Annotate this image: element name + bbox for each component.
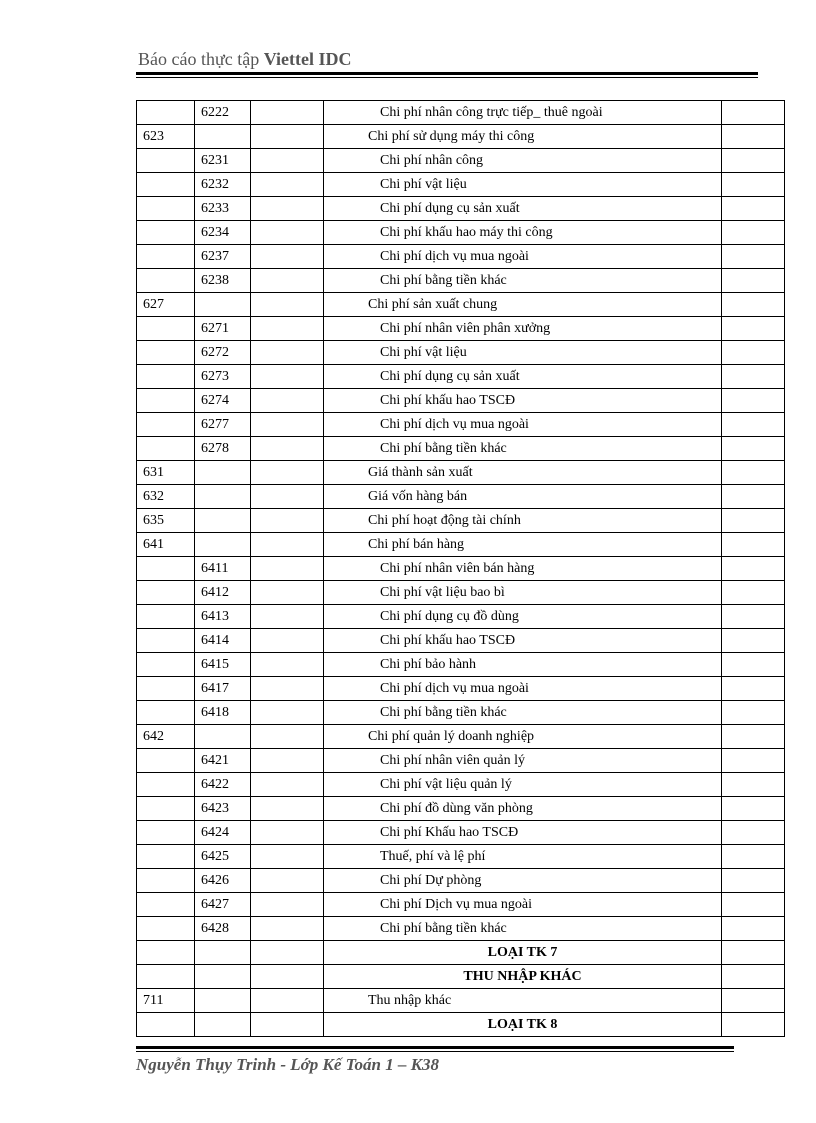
account-name-cell: Chi phí nhân viên bán hàng [324, 557, 722, 581]
account-name-cell: Chi phí nhân viên quản lý [324, 749, 722, 773]
account-level2-cell: 6274 [195, 389, 251, 413]
account-level1-cell [137, 797, 195, 821]
account-level2-cell: 6425 [195, 845, 251, 869]
table-row [137, 749, 785, 773]
account-level3-cell [251, 677, 324, 701]
account-level2-cell: 6426 [195, 869, 251, 893]
account-level3-cell [251, 653, 324, 677]
notes-cell [722, 245, 785, 269]
account-name-cell: Chi phí sử dụng máy thi công [324, 125, 722, 149]
table-row [137, 197, 785, 221]
account-level1-cell: 635 [137, 509, 195, 533]
notes-cell [722, 485, 785, 509]
account-table-body [137, 101, 785, 1037]
notes-cell [722, 509, 785, 533]
account-level3-cell [251, 197, 324, 221]
account-level3-cell [251, 629, 324, 653]
account-name-cell: Chi phí Khấu hao TSCĐ [324, 821, 722, 845]
notes-cell [722, 845, 785, 869]
account-level2-cell: 6412 [195, 581, 251, 605]
account-name-cell: Chi phí vật liệu quản lý [324, 773, 722, 797]
account-level1-cell [137, 917, 195, 941]
notes-cell [722, 365, 785, 389]
account-level2-cell: 6271 [195, 317, 251, 341]
account-level1-cell: 631 [137, 461, 195, 485]
account-name-cell: Chi phí vật liệu bao bì [324, 581, 722, 605]
account-level2-cell [195, 1013, 251, 1037]
notes-cell [722, 605, 785, 629]
table-row [137, 773, 785, 797]
notes-cell [722, 989, 785, 1013]
account-level1-cell [137, 389, 195, 413]
account-name-cell: Chi phí bằng tiền khác [324, 701, 722, 725]
notes-cell [722, 125, 785, 149]
account-name-cell: Chi phí dịch vụ mua ngoài [324, 245, 722, 269]
account-level2-cell: 6237 [195, 245, 251, 269]
table-row [137, 317, 785, 341]
account-level1-cell [137, 221, 195, 245]
account-level1-cell [137, 629, 195, 653]
table-row [137, 725, 785, 749]
account-name-cell: Chi phí nhân công [324, 149, 722, 173]
account-level3-cell [251, 365, 324, 389]
account-name-cell: Chi phí bán hàng [324, 533, 722, 557]
account-level2-cell: 6413 [195, 605, 251, 629]
notes-cell [722, 437, 785, 461]
notes-cell [722, 173, 785, 197]
account-name-cell: Chi phí dịch vụ mua ngoài [324, 413, 722, 437]
account-name-cell: Chi phí nhân viên phân xưởng [324, 317, 722, 341]
account-name-cell: Chi phí khấu hao TSCĐ [324, 389, 722, 413]
table-row [137, 461, 785, 485]
table-row [137, 269, 785, 293]
notes-cell [722, 389, 785, 413]
account-name-cell: Chi phí hoạt động tài chính [324, 509, 722, 533]
table-row [137, 989, 785, 1013]
account-level1-cell [137, 941, 195, 965]
account-level3-cell [251, 845, 324, 869]
account-name-cell: Chi phí vật liệu [324, 173, 722, 197]
account-level2-cell: 6418 [195, 701, 251, 725]
account-level3-cell [251, 989, 324, 1013]
table-row [137, 629, 785, 653]
account-name-cell: Chi phí bảo hành [324, 653, 722, 677]
notes-cell [722, 965, 785, 989]
account-level1-cell [137, 605, 195, 629]
notes-cell [722, 461, 785, 485]
account-level1-cell [137, 557, 195, 581]
table-row [137, 557, 785, 581]
account-level3-cell [251, 725, 324, 749]
footer-rule-thin [136, 1051, 734, 1052]
notes-cell [722, 149, 785, 173]
table-row [137, 245, 785, 269]
account-name-cell: Chi phí dụng cụ đồ dùng [324, 605, 722, 629]
notes-cell [722, 917, 785, 941]
account-level1-cell [137, 173, 195, 197]
account-level3-cell [251, 437, 324, 461]
table-row [137, 941, 785, 965]
account-level1-cell [137, 677, 195, 701]
account-level1-cell [137, 821, 195, 845]
notes-cell [722, 1013, 785, 1037]
account-level2-cell: 6277 [195, 413, 251, 437]
notes-cell [722, 413, 785, 437]
account-level2-cell: 6415 [195, 653, 251, 677]
account-level2-cell: 6417 [195, 677, 251, 701]
account-level1-cell [137, 653, 195, 677]
account-level2-cell: 6273 [195, 365, 251, 389]
account-name-cell: LOẠI TK 7 [324, 941, 722, 965]
notes-cell [722, 653, 785, 677]
notes-cell [722, 869, 785, 893]
table-row [137, 173, 785, 197]
account-name-cell: Chi phí Dự phòng [324, 869, 722, 893]
account-level3-cell [251, 581, 324, 605]
account-level3-cell [251, 413, 324, 437]
table-row [137, 869, 785, 893]
account-name-cell: Chi phí Dịch vụ mua ngoài [324, 893, 722, 917]
table-row [137, 293, 785, 317]
table-row [137, 845, 785, 869]
account-name-cell: Chi phí bằng tiền khác [324, 437, 722, 461]
account-level1-cell [137, 341, 195, 365]
notes-cell [722, 197, 785, 221]
notes-cell [722, 821, 785, 845]
notes-cell [722, 317, 785, 341]
account-level3-cell [251, 461, 324, 485]
account-name-cell: Giá thành sản xuất [324, 461, 722, 485]
account-name-cell: Chi phí khấu hao máy thi công [324, 221, 722, 245]
account-level1-cell [137, 893, 195, 917]
table-row [137, 893, 785, 917]
account-level2-cell [195, 533, 251, 557]
table-row [137, 509, 785, 533]
table-row [137, 1013, 785, 1037]
account-level3-cell [251, 269, 324, 293]
table-row [137, 701, 785, 725]
table-row [137, 365, 785, 389]
account-level2-cell [195, 293, 251, 317]
account-level2-cell [195, 965, 251, 989]
table-row [137, 101, 785, 125]
account-level2-cell: 6423 [195, 797, 251, 821]
account-name-cell: Chi phí bằng tiền khác [324, 917, 722, 941]
account-name-cell: Chi phí đồ dùng văn phòng [324, 797, 722, 821]
account-level1-cell [137, 773, 195, 797]
notes-cell [722, 941, 785, 965]
account-level3-cell [251, 485, 324, 509]
table-row [137, 581, 785, 605]
account-level1-cell [137, 197, 195, 221]
header-title-plain: Báo cáo thực tập [138, 49, 264, 69]
account-level2-cell: 6428 [195, 917, 251, 941]
table-row [137, 437, 785, 461]
notes-cell [722, 677, 785, 701]
account-level1-cell: 623 [137, 125, 195, 149]
account-level3-cell [251, 317, 324, 341]
account-level2-cell: 6414 [195, 629, 251, 653]
account-level3-cell [251, 869, 324, 893]
account-level3-cell [251, 965, 324, 989]
table-row [137, 965, 785, 989]
account-name-cell: Chi phí dụng cụ sản xuất [324, 365, 722, 389]
table-row [137, 125, 785, 149]
account-level3-cell [251, 149, 324, 173]
account-name-cell: Chi phí nhân công trực tiếp_ thuê ngoài [324, 101, 722, 125]
account-level2-cell: 6411 [195, 557, 251, 581]
account-level2-cell: 6278 [195, 437, 251, 461]
account-name-cell: Chi phí sản xuất chung [324, 293, 722, 317]
table-row [137, 485, 785, 509]
header-rule-thin [136, 77, 758, 78]
account-level2-cell: 6422 [195, 773, 251, 797]
account-level1-cell [137, 581, 195, 605]
account-level3-cell [251, 821, 324, 845]
account-name-cell: Chi phí bằng tiền khác [324, 269, 722, 293]
account-level2-cell [195, 725, 251, 749]
notes-cell [722, 581, 785, 605]
account-level2-cell: 6424 [195, 821, 251, 845]
account-name-cell: Chi phí quản lý doanh nghiệp [324, 725, 722, 749]
account-level3-cell [251, 1013, 324, 1037]
header-title-bold: Viettel IDC [263, 49, 352, 69]
account-level1-cell [137, 1013, 195, 1037]
account-level2-cell: 6421 [195, 749, 251, 773]
notes-cell [722, 629, 785, 653]
table-row [137, 149, 785, 173]
account-level2-cell: 6232 [195, 173, 251, 197]
table-row [137, 389, 785, 413]
account-level1-cell [137, 269, 195, 293]
account-table [136, 100, 785, 1037]
account-level1-cell [137, 869, 195, 893]
account-level1-cell: 627 [137, 293, 195, 317]
account-level2-cell: 6222 [195, 101, 251, 125]
account-level2-cell [195, 989, 251, 1013]
account-level3-cell [251, 917, 324, 941]
account-level3-cell [251, 557, 324, 581]
table-row [137, 413, 785, 437]
account-name-cell: Chi phí dịch vụ mua ngoài [324, 677, 722, 701]
account-level1-cell [137, 365, 195, 389]
account-level1-cell [137, 845, 195, 869]
account-name-cell: LOẠI TK 8 [324, 1013, 722, 1037]
account-level1-cell: 711 [137, 989, 195, 1013]
notes-cell [722, 773, 785, 797]
account-level2-cell: 6238 [195, 269, 251, 293]
account-level3-cell [251, 773, 324, 797]
table-row [137, 533, 785, 557]
account-level1-cell [137, 413, 195, 437]
table-row [137, 677, 785, 701]
notes-cell [722, 701, 785, 725]
account-level3-cell [251, 125, 324, 149]
account-level1-cell: 642 [137, 725, 195, 749]
notes-cell [722, 293, 785, 317]
account-level3-cell [251, 749, 324, 773]
account-level1-cell: 641 [137, 533, 195, 557]
account-level3-cell [251, 293, 324, 317]
account-level1-cell [137, 245, 195, 269]
account-level3-cell [251, 893, 324, 917]
notes-cell [722, 557, 785, 581]
footer-rule-thick [136, 1046, 734, 1049]
notes-cell [722, 101, 785, 125]
notes-cell [722, 533, 785, 557]
account-level2-cell [195, 125, 251, 149]
account-level3-cell [251, 797, 324, 821]
account-level3-cell [251, 389, 324, 413]
account-level1-cell [137, 965, 195, 989]
table-row [137, 221, 785, 245]
header-rule-thick [136, 72, 758, 75]
account-name-cell: Chi phí dụng cụ sản xuất [324, 197, 722, 221]
account-level2-cell [195, 509, 251, 533]
account-level1-cell [137, 101, 195, 125]
account-level1-cell [137, 317, 195, 341]
notes-cell [722, 749, 785, 773]
account-level3-cell [251, 701, 324, 725]
account-level1-cell [137, 749, 195, 773]
account-level2-cell [195, 941, 251, 965]
account-name-cell: Thu nhập khác [324, 989, 722, 1013]
account-level3-cell [251, 101, 324, 125]
notes-cell [722, 893, 785, 917]
notes-cell [722, 797, 785, 821]
account-level3-cell [251, 533, 324, 557]
page-header [138, 49, 352, 70]
notes-cell [722, 269, 785, 293]
account-name-cell: Chi phí khấu hao TSCĐ [324, 629, 722, 653]
account-level2-cell [195, 461, 251, 485]
table-row [137, 653, 785, 677]
account-level2-cell: 6233 [195, 197, 251, 221]
account-level3-cell [251, 605, 324, 629]
table-row [137, 341, 785, 365]
account-name-cell: Giá vốn hàng bán [324, 485, 722, 509]
account-level3-cell [251, 341, 324, 365]
account-level2-cell: 6272 [195, 341, 251, 365]
page-footer: Nguyễn Thụy Trinh - Lớp Kế Toán 1 – K38 [136, 1055, 440, 1074]
account-level1-cell [137, 701, 195, 725]
account-level1-cell: 632 [137, 485, 195, 509]
account-level3-cell [251, 245, 324, 269]
account-level2-cell: 6231 [195, 149, 251, 173]
account-level3-cell [251, 509, 324, 533]
table-row [137, 917, 785, 941]
account-level3-cell [251, 221, 324, 245]
account-level3-cell [251, 941, 324, 965]
account-level3-cell [251, 173, 324, 197]
table-row [137, 821, 785, 845]
account-level1-cell [137, 437, 195, 461]
table-row [137, 797, 785, 821]
table-row [137, 605, 785, 629]
notes-cell [722, 221, 785, 245]
notes-cell [722, 725, 785, 749]
account-level2-cell [195, 485, 251, 509]
account-level2-cell: 6427 [195, 893, 251, 917]
account-level1-cell [137, 149, 195, 173]
account-name-cell: Thuế, phí và lệ phí [324, 845, 722, 869]
account-name-cell: Chi phí vật liệu [324, 341, 722, 365]
notes-cell [722, 341, 785, 365]
account-name-cell: THU NHẬP KHÁC [324, 965, 722, 989]
account-level2-cell: 6234 [195, 221, 251, 245]
